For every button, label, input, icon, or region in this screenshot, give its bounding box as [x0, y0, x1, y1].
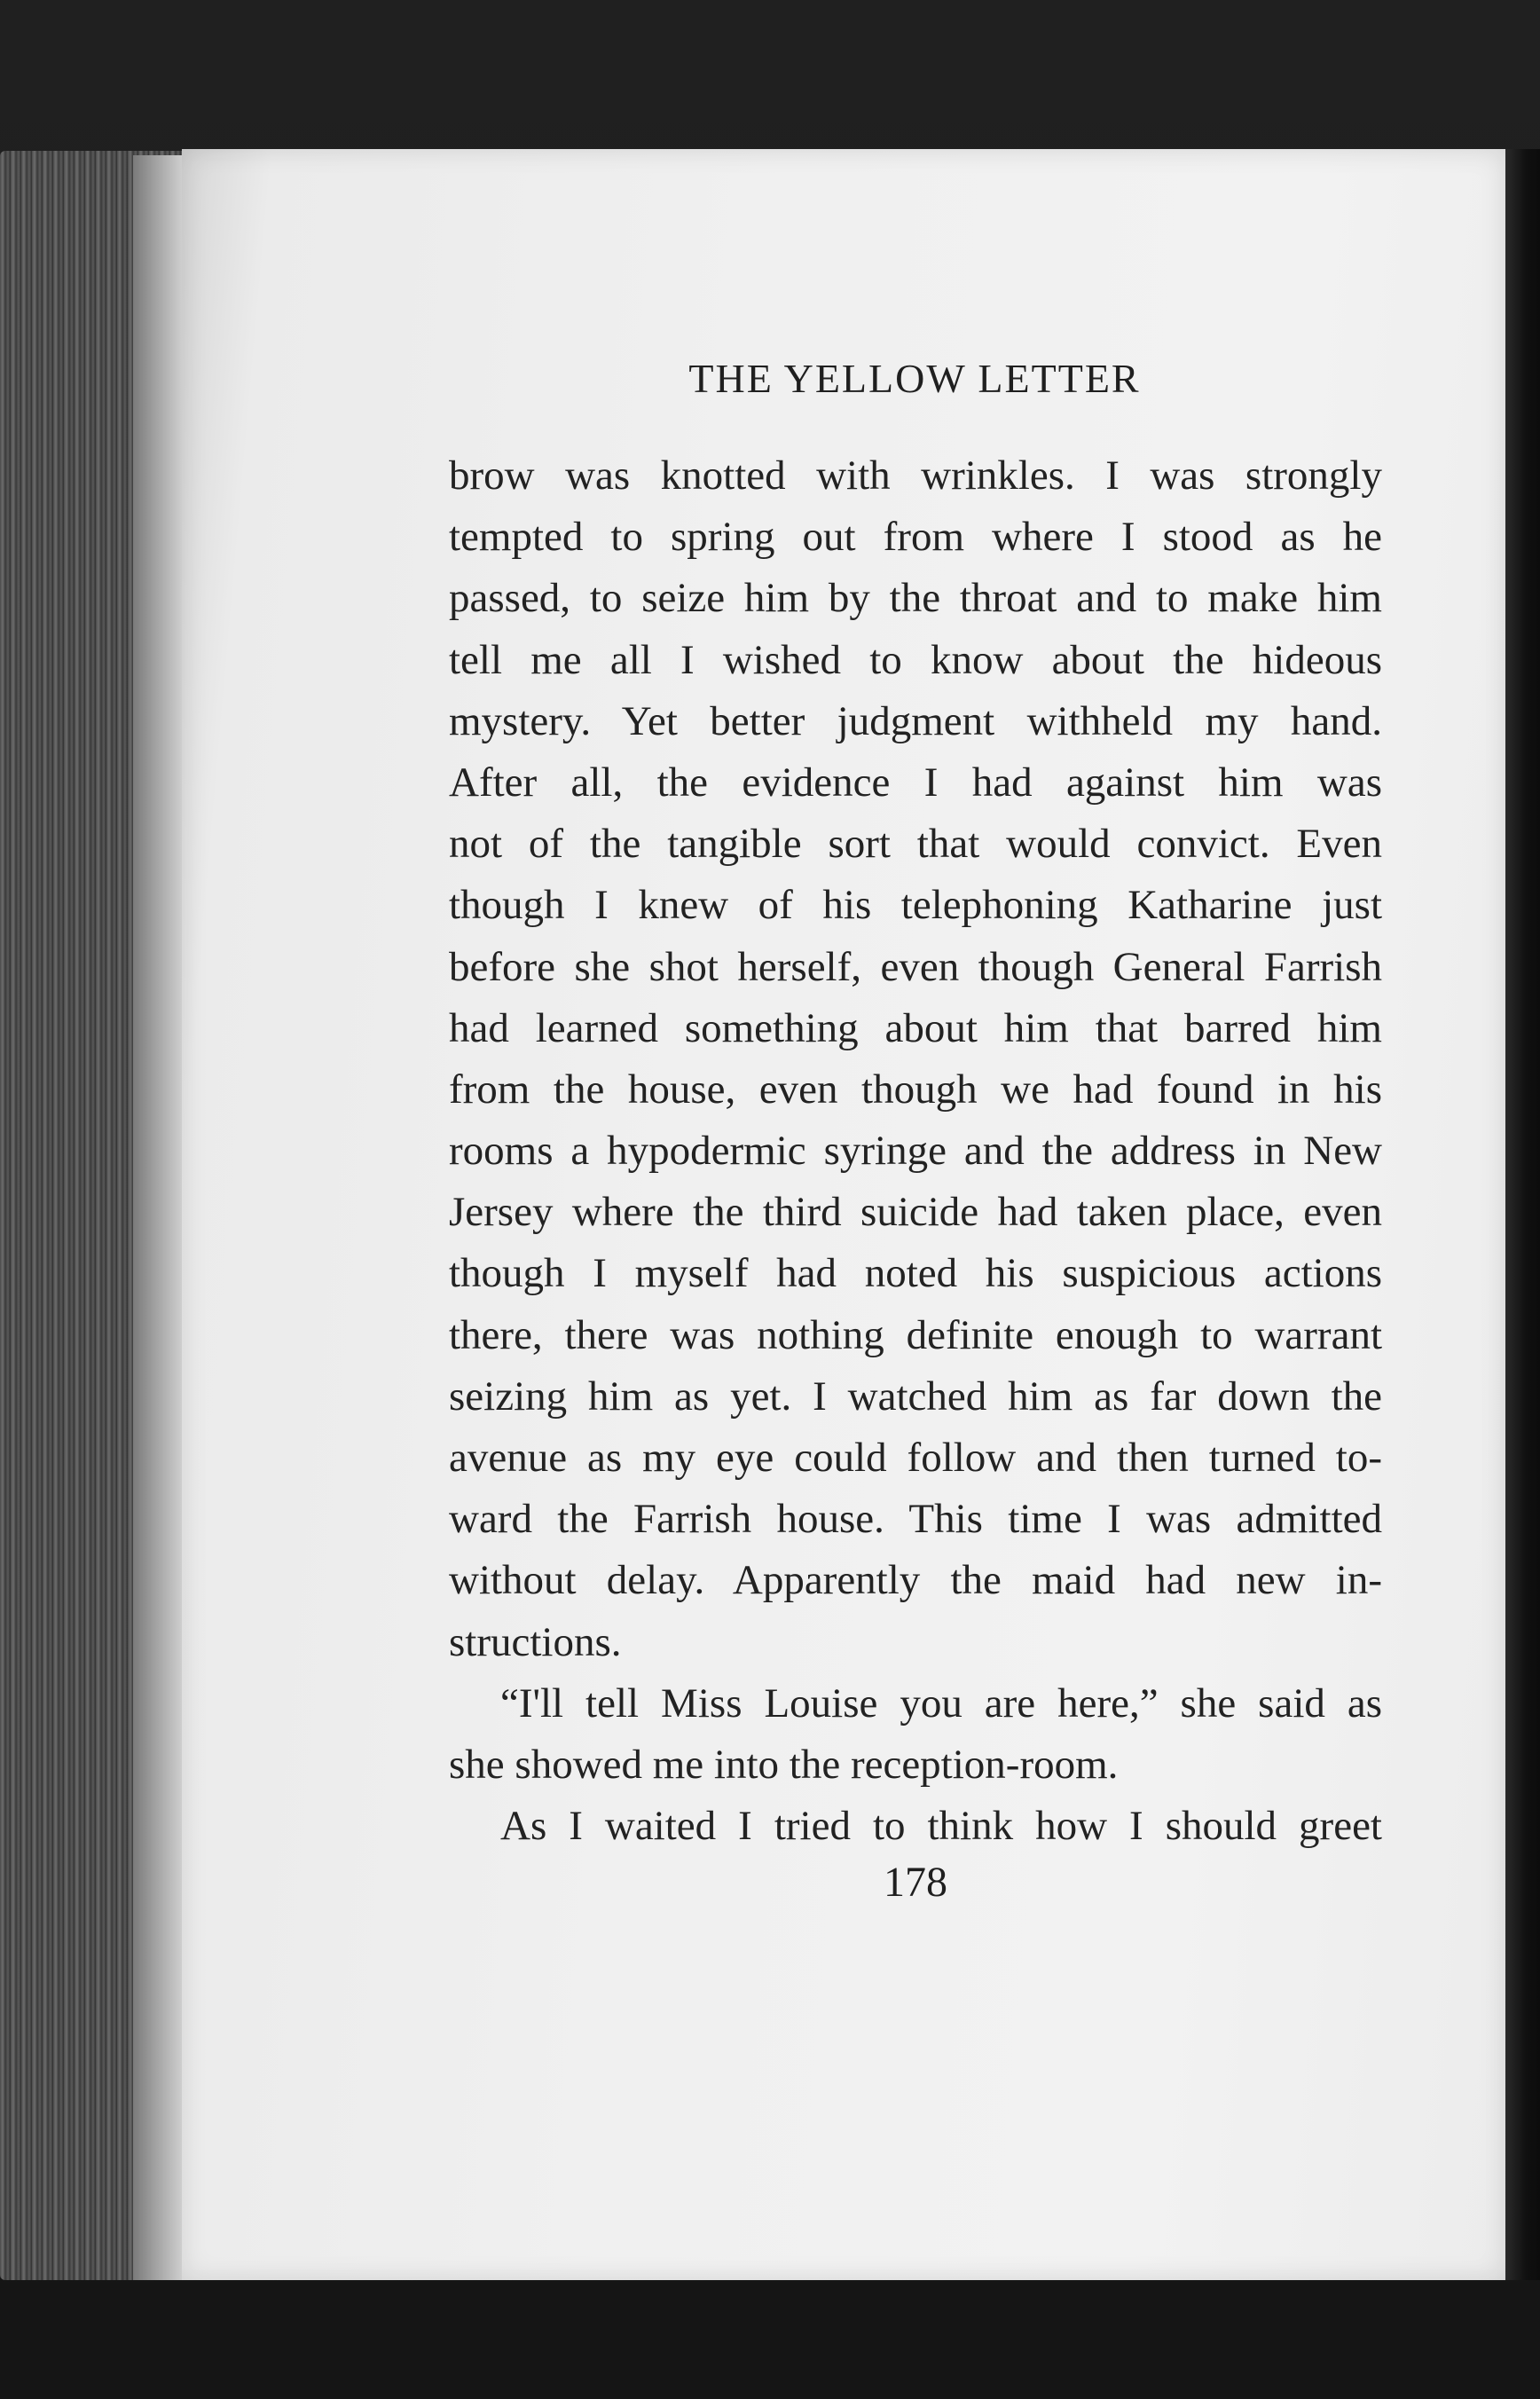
text-line: tempted to spring out from where I stood as he [449, 514, 1382, 561]
text-line: though I myself had noted his suspicious actions [449, 1250, 1382, 1297]
binding-shadow [1505, 149, 1540, 2296]
text-line: brow was knotted with wrinkles. I was strongly [449, 452, 1382, 499]
body-text [449, 445, 1382, 1857]
text-line: As I waited I tried to think how I should greet [500, 1803, 1382, 1850]
text-line: though I knew of his telephoning Katharine just [449, 882, 1382, 929]
text-line: not of the tangible sort that would convict. Even [449, 821, 1382, 868]
text-line: passed, to seize him by the throat and to make him [449, 575, 1382, 622]
text-line: she showed me into the reception-room. [449, 1741, 1119, 1788]
text-line: After all, the evidence I had against him was [449, 759, 1382, 806]
text-line: ward the Farrish house. This time I was admitted [449, 1496, 1382, 1543]
text-line: there, there was nothing definite enough to warrant [449, 1311, 1382, 1358]
text-line: Jersey where the third suicide had taken place, even [449, 1189, 1382, 1236]
text-line: from the house, even though we had found in his [449, 1066, 1382, 1113]
text-line: had learned something about him that barred him [449, 1004, 1382, 1051]
text-line: mystery. Yet better judgment withheld my hand. [449, 697, 1382, 744]
text-line: tell me all I wished to know about the hideous [449, 636, 1382, 683]
running-head: THE YELLOW LETTER [688, 356, 1141, 401]
text-line: without delay. Apparently the maid had new in- [449, 1557, 1382, 1604]
text-line: before she shot herself, even though General Farrish [449, 943, 1382, 990]
text-line: structions. [449, 1618, 622, 1665]
page-number: 178 [884, 1859, 947, 1906]
text-line: avenue as my eye could follow and then turned to- [449, 1435, 1382, 1481]
text-line: “I'll tell Miss Louise you are here,” she said as [500, 1679, 1382, 1726]
text-line: seizing him as yet. I watched him as far down the [449, 1373, 1382, 1420]
bottom-background [0, 2280, 1540, 2399]
text-line: rooms a hypodermic syringe and the address in New [449, 1128, 1382, 1175]
